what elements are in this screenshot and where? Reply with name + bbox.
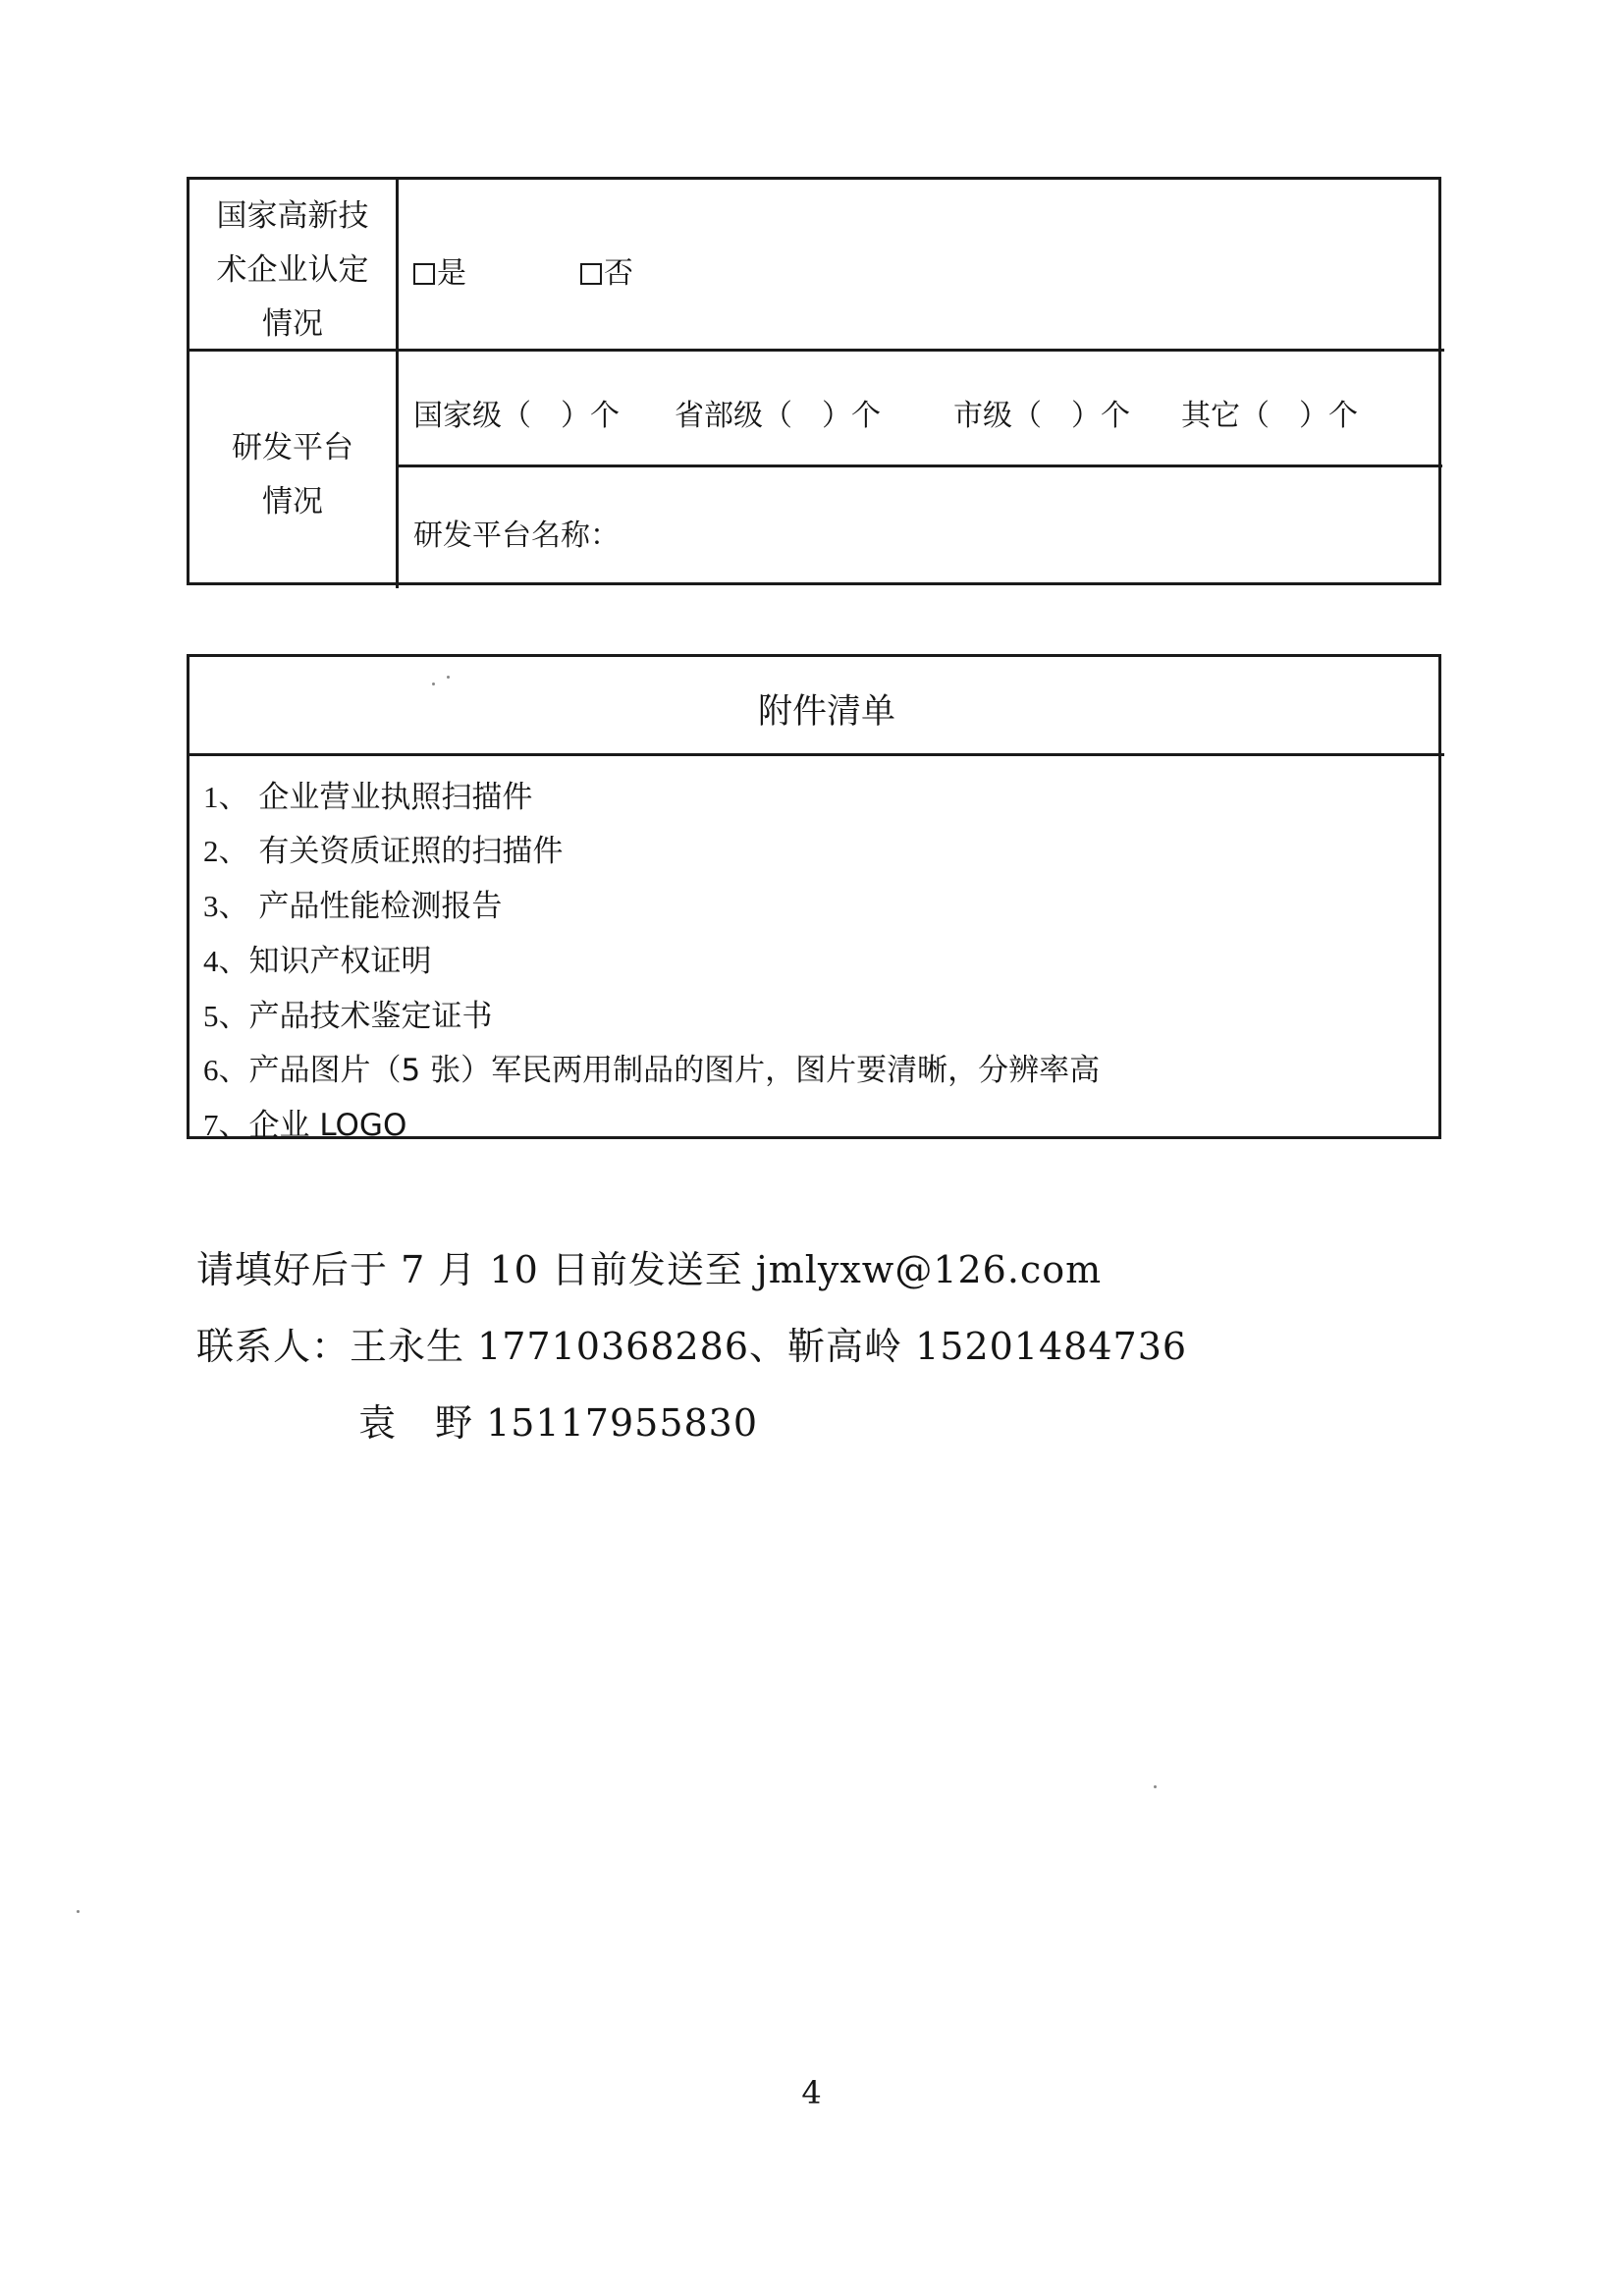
level-other	[1181, 391, 1358, 434]
platform-name-label: 研发平台名称：	[413, 519, 620, 553]
option-yes[interactable]	[413, 248, 466, 292]
label-line: 情况	[262, 306, 323, 342]
level-name: 其它	[1181, 399, 1240, 433]
attachments-title: 附件清单	[757, 692, 895, 732]
contacts-line-2: 袁 野 15117955830	[358, 1401, 759, 1445]
scan-speck	[1154, 1785, 1157, 1788]
submission-note: 请填好后于 7 月 10 日前发送至 jmlyxw@126.com	[196, 1248, 1103, 1291]
platform-row-separator	[396, 465, 1442, 467]
label-line: 研发平台	[232, 430, 353, 465]
rd-platform-label	[189, 421, 396, 529]
attachment-text: 企业 LOGO	[248, 1108, 407, 1143]
label-line: 术企业认定	[216, 252, 369, 288]
attachments-header-separator	[189, 753, 1444, 756]
label-line: 情况	[262, 484, 323, 519]
level-name: 省部级	[675, 399, 763, 433]
attachment-text: 产品技术鉴定证书	[248, 999, 493, 1034]
attachment-item	[203, 936, 432, 980]
checkbox-yes[interactable]	[413, 263, 435, 285]
level-municipal	[953, 391, 1130, 434]
level-unit: 个	[590, 399, 620, 433]
attachments-table	[187, 654, 1441, 1143]
option-no-label: 否	[604, 256, 633, 291]
attachment-text: 知识产权证明	[248, 944, 432, 979]
scan-speck	[77, 1910, 80, 1913]
attachment-num: 7、	[203, 1108, 249, 1142]
level-paren[interactable]: （ ）	[1240, 399, 1328, 433]
attachment-num: 1、	[203, 780, 249, 814]
info-table	[187, 177, 1441, 585]
level-unit: 个	[851, 399, 881, 433]
level-paren[interactable]: （ ）	[502, 399, 590, 433]
attachment-num: 3、	[203, 889, 249, 923]
attachment-num: 5、	[203, 999, 249, 1033]
level-name: 市级	[953, 399, 1012, 433]
scan-speck	[447, 676, 450, 679]
contacts-line: 联系人：王永生 17710368286、靳高岭 15201484736	[196, 1325, 1188, 1368]
level-paren[interactable]: （ ）	[763, 399, 851, 433]
attachment-item	[203, 1100, 406, 1144]
level-national	[413, 391, 620, 434]
page-number: 4	[801, 2074, 822, 2111]
scan-speck	[432, 683, 435, 685]
level-provincial	[675, 391, 881, 434]
attachment-num: 6、	[203, 1053, 249, 1087]
checkbox-no[interactable]	[580, 263, 602, 285]
label-column-divider	[396, 180, 399, 588]
option-no[interactable]	[580, 248, 633, 292]
attachment-num: 4、	[203, 944, 249, 978]
level-paren[interactable]: （ ）	[1012, 399, 1101, 433]
attachment-text: 产品图片（5 张）军民两用制品的图片，图片要清晰，分辨率高	[248, 1053, 1101, 1088]
attachment-num: 2、	[203, 834, 249, 868]
level-unit: 个	[1101, 399, 1130, 433]
level-unit: 个	[1328, 399, 1358, 433]
attachment-text: 产品性能检测报告	[248, 889, 503, 924]
attachment-item	[203, 1045, 1100, 1089]
hightech-cert-label	[189, 190, 396, 352]
attachment-item	[203, 772, 532, 816]
attachment-item	[203, 881, 502, 925]
level-name: 国家级	[413, 399, 502, 433]
attachment-text: 有关资质证照的扫描件	[248, 834, 564, 869]
label-line: 国家高新技	[216, 198, 369, 234]
attachment-text: 企业营业执照扫描件	[248, 780, 533, 815]
attachment-item	[203, 991, 493, 1035]
option-yes-label: 是	[437, 256, 466, 291]
attachment-item	[203, 826, 563, 870]
